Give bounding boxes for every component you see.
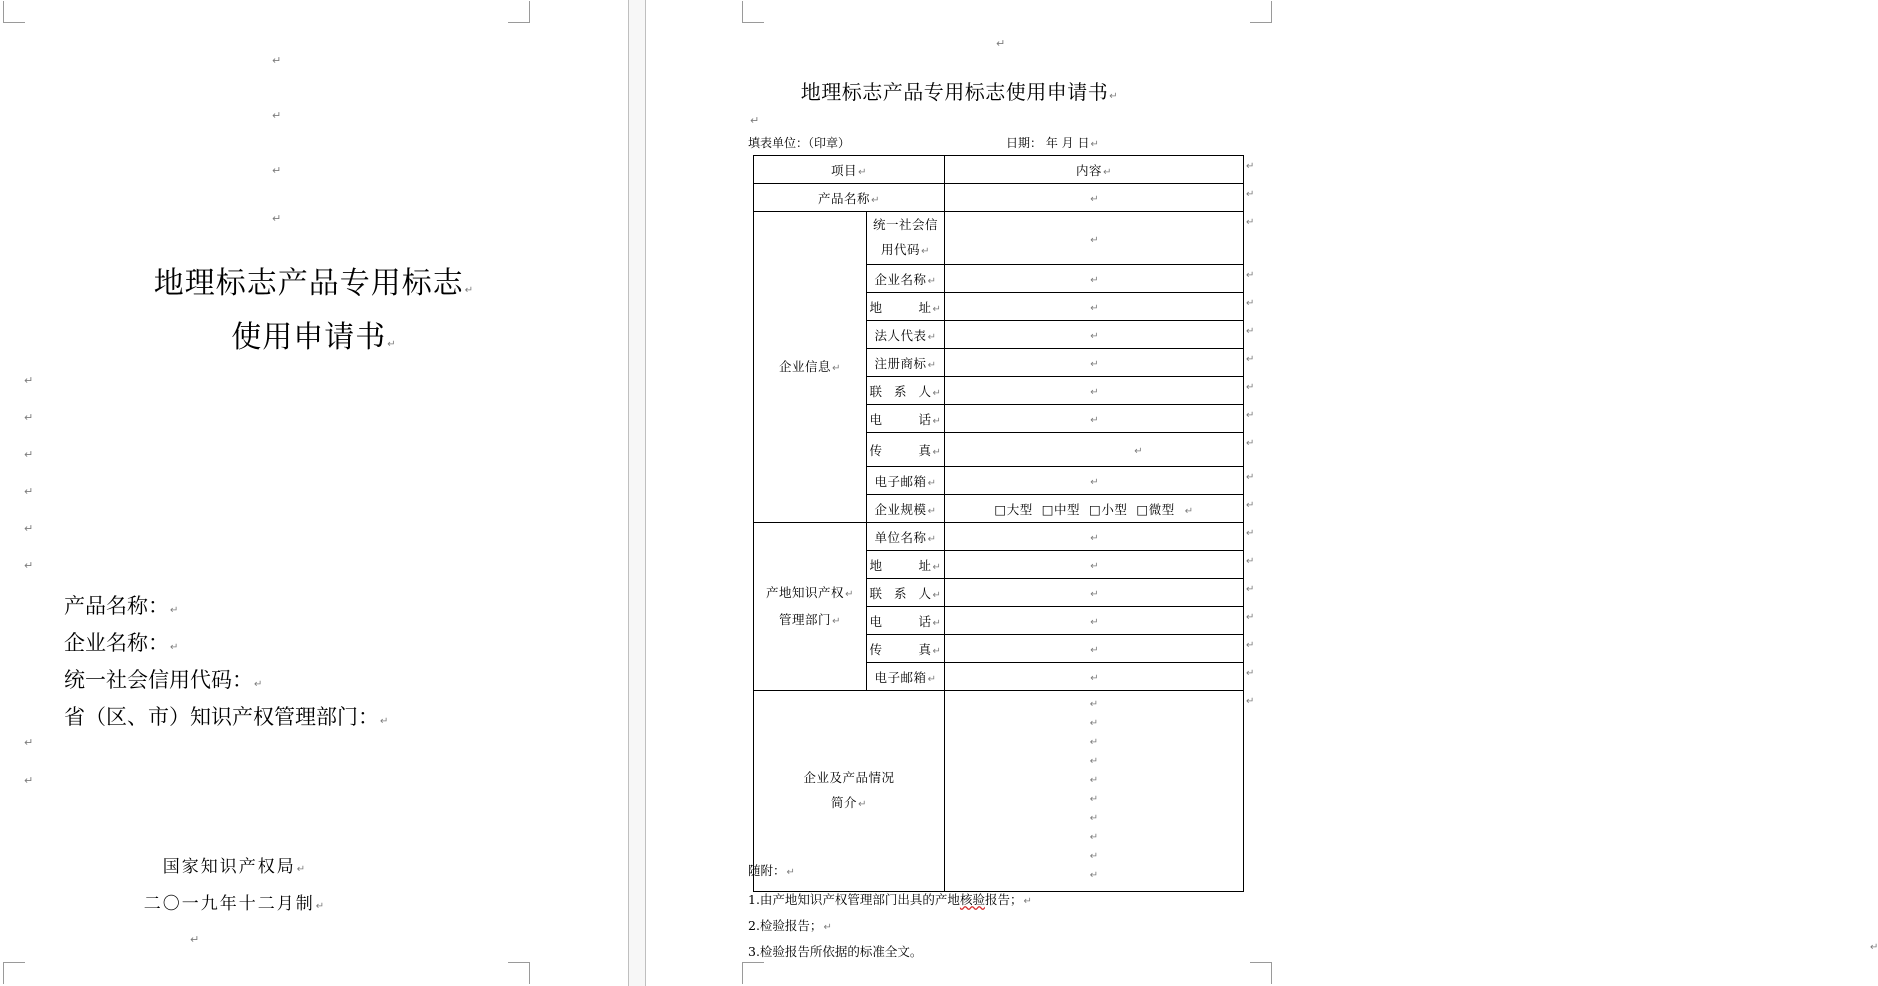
label-enterprise-phone: 电话↵ [867,405,945,433]
paragraph-mark: ↵ [832,615,841,627]
label-origin-unit-name: 单位名称↵ [867,523,945,551]
paragraph-mark: ↵ [1246,583,1255,595]
paragraph-mark: ↵ [786,867,795,878]
label-credit-code: 统一社会信用代码↵ [867,212,945,265]
paragraph-mark: ↵ [1089,851,1099,862]
attachments-heading-text: 随附： [748,863,786,878]
paragraph-mark: ↵ [24,522,34,535]
paragraph-mark: ↵ [387,339,397,350]
paragraph-mark: ↵ [932,303,942,315]
paragraph-mark: ↵ [1246,409,1255,421]
paragraph-mark: ↵ [750,114,760,127]
value-enterprise-phone[interactable] [945,405,1244,433]
paragraph-mark: ↵ [1246,611,1255,623]
paragraph-mark: ↵ [1089,832,1099,843]
paragraph-mark: ↵ [1246,381,1255,393]
checkbox-icon: □ [994,501,1007,517]
paragraph-mark: ↵ [24,736,34,749]
value-enterprise-fax[interactable] [945,433,1244,467]
crop-mark-bottom-left [742,962,764,984]
paragraph-mark: ↵ [254,679,263,690]
paragraph-mark: ↵ [1089,775,1099,786]
paragraph-mark: ↵ [1089,718,1099,729]
paragraph-mark: ↵ [1246,471,1255,483]
paragraph-mark: ↵ [1090,194,1099,205]
value-origin-phone[interactable] [945,607,1244,635]
value-enterprise-name[interactable] [945,265,1244,293]
paragraph-mark: ↵ [1246,216,1255,228]
checkbox-option-small[interactable] [1089,502,1127,517]
paragraph-mark: ↵ [1090,303,1099,314]
cover-field-label: 统一社会信用代码： [64,668,253,692]
paragraph-mark: ↵ [1134,446,1143,457]
paragraph-mark: ↵ [1109,91,1119,102]
label-origin-contact: 联系人↵ [867,579,945,607]
paragraph-mark: ↵ [1090,617,1099,628]
checkbox-option-large[interactable] [994,502,1032,517]
value-origin-unit-name[interactable] [945,523,1244,551]
paragraph-mark: ↵ [1090,561,1099,572]
paragraph-mark: ↵ [932,645,942,657]
intro-label-line-1: 企业及产品情况 [803,770,895,785]
paragraph-mark: ↵ [272,164,282,177]
paragraph-mark: ↵ [24,559,34,572]
group-label-line-1: 产地知识产权 [766,584,845,600]
paragraph-mark: ↵ [1090,387,1099,398]
cover-field-label: 省（区、市）知识产权管理部门： [64,705,379,729]
paragraph-mark: ↵ [170,605,179,616]
paragraph-mark: ↵ [1023,896,1032,907]
crop-mark-top-left [3,1,25,23]
attachment-item-text: 3.检验报告所依据的标准全文。 [748,944,923,959]
cover-title-text: 使用申请书 [231,320,387,355]
paragraph-mark: ↵ [927,533,937,545]
cover-field-enterprise-name [64,627,178,657]
spellcheck-underline: 核验 [959,892,985,907]
paragraph-mark: ↵ [1103,166,1112,178]
label-enterprise-scale: 企业规模↵ [867,495,945,523]
attachments-heading [748,861,795,879]
paragraph-mark: ↵ [464,285,475,296]
paragraph-mark: ↵ [1090,359,1099,370]
paragraph-mark: ↵ [1089,699,1099,710]
paragraph-mark: ↵ [1246,160,1255,172]
value-enterprise-product-intro[interactable] [945,691,1244,892]
paragraph-mark: ↵ [927,359,937,371]
paragraph-mark: ↵ [1246,667,1255,679]
paragraph-mark: ↵ [24,411,34,424]
attachment-item-2 [748,916,832,934]
paragraph-mark: ↵ [1090,533,1099,544]
checkbox-label: 中型 [1054,501,1081,517]
paragraph-mark: ↵ [1090,589,1099,600]
paragraph-mark: ↵ [315,901,327,912]
paragraph-mark: ↵ [871,194,880,206]
application-form-table [753,155,1244,892]
paragraph-mark: ↵ [927,505,937,517]
paragraph-mark: ↵ [858,799,867,810]
cover-field-label: 企业名称： [64,631,169,655]
checkbox-option-medium[interactable] [1042,502,1080,517]
paragraph-mark: ↵ [1090,415,1099,426]
cover-title-line-1 [0,258,628,302]
cover-footer-date [0,889,470,914]
paragraph-mark: ↵ [932,617,942,629]
value-origin-fax[interactable] [945,635,1244,663]
crop-mark-bottom-left [3,962,25,984]
table-row-intro [754,691,1244,892]
paragraph-mark: ↵ [170,642,179,653]
cover-title-text: 地理标志产品专用标志 [153,266,464,301]
label-origin-address: 地址↵ [867,551,945,579]
attachment-item-3 [748,942,1878,960]
form-title-text: 地理标志产品专用标志使用申请书 [800,80,1109,104]
paragraph-mark: ↵ [932,415,942,427]
checkbox-label: 大型 [1006,501,1033,517]
paragraph-mark: ↵ [1246,555,1255,567]
header-content-cell: 内容↵ [945,156,1244,184]
paragraph-mark: ↵ [1090,234,1099,246]
table-row-product-name [754,184,1244,212]
label-product-name: 产品名称↵ [754,184,945,212]
paragraph-mark: ↵ [932,446,942,458]
label-enterprise-name: 企业名称↵ [867,265,945,293]
label-legal-representative: 法人代表↵ [867,321,945,349]
paragraph-mark: ↵ [272,212,282,225]
paragraph-mark: ↵ [272,109,282,122]
paragraph-mark: ↵ [1090,673,1099,684]
label-origin-email: 电子邮箱↵ [867,663,945,691]
paragraph-mark: ↵ [380,716,389,727]
paragraph-mark: ↵ [927,275,937,287]
paragraph-mark: ↵ [24,374,34,387]
value-legal-representative[interactable] [945,321,1244,349]
paragraph-mark: ↵ [927,673,937,685]
cover-field-product-name [64,590,178,620]
value-origin-address[interactable] [945,551,1244,579]
filing-unit-label: 填表单位：（印章） [748,136,851,150]
cover-field-label: 产品名称： [64,594,169,618]
paragraph-mark: ↵ [1246,269,1255,281]
cover-footer-issuer [0,852,470,877]
paragraph-mark: ↵ [1246,188,1255,200]
label-origin-phone: 电话↵ [867,607,945,635]
page-gutter [628,0,646,986]
form-title [646,76,1273,105]
group-label-line-2: 管理部门 [779,611,832,627]
cover-title-line-2 [0,312,628,356]
checkbox-icon: □ [1089,501,1102,517]
paragraph-mark: ↵ [1090,139,1099,150]
paragraph-mark: ↵ [1089,870,1099,881]
label-enterprise-fax: 传真↵ [867,433,945,467]
cover-field-credit-code [64,664,262,694]
value-registered-trademark[interactable] [945,349,1244,377]
checkbox-icon: □ [1041,501,1055,517]
label-origin-fax: 传真↵ [867,635,945,663]
paragraph-mark: ↵ [1184,505,1194,517]
intro-label-line-2: 简介 [831,795,858,810]
label-enterprise-contact: 联系人↵ [867,377,945,405]
attachment-item-text: 1.由产地知识产权管理部门出具的产地核验报告； [748,892,1023,907]
checkbox-label: 微型 [1148,501,1175,517]
value-origin-contact[interactable] [945,579,1244,607]
paragraph-mark: ↵ [1090,331,1099,342]
label-registered-trademark: 注册商标↵ [867,349,945,377]
paragraph-mark: ↵ [921,246,930,257]
paragraph-mark: ↵ [996,37,1006,50]
value-product-name[interactable] [945,184,1244,212]
filing-date-label: 日期： 年 月 日↵ [1006,136,1099,150]
paragraph-mark: ↵ [845,588,854,600]
paragraph-mark: ↵ [1090,477,1099,488]
paragraph-mark: ↵ [1246,325,1255,337]
header-item-cell: 项目↵ [754,156,945,184]
paragraph-mark: ↵ [24,485,34,498]
attachment-item-1 [748,890,1032,908]
paragraph-mark: ↵ [832,362,841,374]
crop-mark-bottom-right [1250,962,1272,984]
paragraph-mark: ↵ [932,387,942,399]
value-origin-email[interactable] [945,663,1244,691]
paragraph-mark: ↵ [1246,353,1255,365]
value-enterprise-contact[interactable] [945,377,1244,405]
paragraph-mark: ↵ [1246,437,1255,449]
paragraph-mark: ↵ [858,166,867,178]
label-enterprise-address: 地址↵ [867,293,945,321]
cover-footer-text: 国家知识产权局 [162,857,296,877]
paragraph-mark: ↵ [932,561,942,573]
group-label-origin-ip-department [754,523,867,691]
paragraph-mark: ↵ [1246,527,1255,539]
paragraph-mark: ↵ [272,54,282,67]
table-row-credit-code [754,212,1244,265]
paragraph-mark: ↵ [24,448,34,461]
paragraph-mark: ↵ [1089,737,1099,748]
paragraph-mark: ↵ [1089,794,1099,805]
cover-footer-text: 二〇一九年十二月制 [143,894,315,914]
paragraph-mark: ↵ [296,864,308,875]
document-page-left [0,0,628,986]
paragraph-mark: ↵ [1246,297,1255,309]
crop-mark-top-right [1250,1,1272,23]
label-enterprise-email: 电子邮箱↵ [867,467,945,495]
paragraph-mark: ↵ [927,477,937,489]
intro-blank-line-list [945,691,1243,891]
group-label-enterprise-info: 企业信息↵ [754,212,867,523]
paragraph-mark: ↵ [1090,645,1099,656]
checkbox-icon: □ [1136,501,1149,517]
paragraph-mark: ↵ [1870,942,1878,953]
cover-field-ip-department [64,701,388,731]
table-row-header [754,156,1244,184]
paragraph-mark: ↵ [927,331,937,343]
value-enterprise-address[interactable] [945,293,1244,321]
paragraph-mark: ↵ [1246,639,1255,651]
value-enterprise-scale [945,495,1244,523]
checkbox-label: 小型 [1101,501,1128,517]
paragraph-mark: ↵ [24,774,34,787]
attachment-item-text: 2.检验报告； [748,918,823,933]
paragraph-mark: ↵ [190,933,200,946]
paragraph-mark: ↵ [1246,695,1255,707]
crop-mark-top-right [508,1,530,23]
paragraph-mark: ↵ [932,589,942,601]
table-row-origin-unit-name [754,523,1244,551]
paragraph-mark: ↵ [1246,499,1255,511]
paragraph-mark: ↵ [1089,813,1099,824]
paragraph-mark: ↵ [823,922,832,933]
crop-mark-bottom-right [508,962,530,984]
checkbox-option-micro[interactable] [1136,502,1174,517]
value-credit-code[interactable] [945,212,1244,265]
crop-mark-top-left [742,1,764,23]
paragraph-mark: ↵ [1090,275,1099,286]
value-enterprise-email[interactable] [945,467,1244,495]
paragraph-mark: ↵ [1089,756,1099,767]
